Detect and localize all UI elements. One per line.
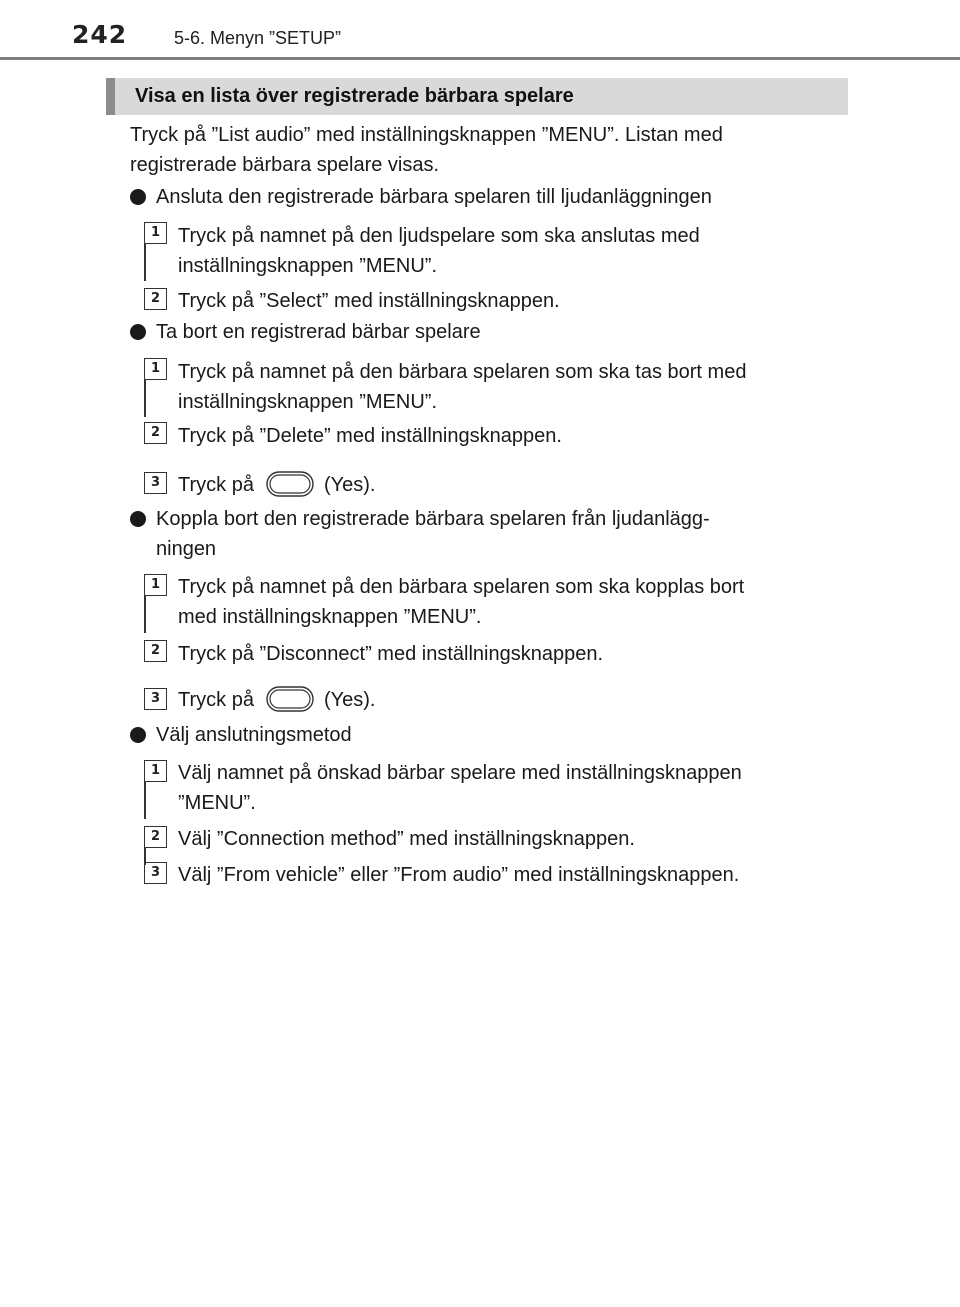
step-number: 1 [144,222,167,244]
intro-line-1: Tryck på ”List audio” med inställningsknappen ”MENU”. Listan med [130,124,723,146]
step-text-line: med inställningsknappen ”MENU”. [178,606,482,628]
step-text-line: ”MENU”. [178,792,256,814]
rounded-button-icon [266,471,314,497]
header-rule [0,57,960,60]
step-number: 2 [144,640,167,662]
step-connector [144,781,146,819]
step-number: 2 [144,826,167,848]
intro-line-2: registrerade bärbara spelare visas. [130,154,440,176]
bullet-title: Ta bort en registrerad bärbar spelare [156,321,481,343]
rounded-button-icon [266,686,314,712]
step-number: 3 [144,862,167,884]
heading-bar [106,78,848,115]
heading-text: Visa en lista över registrerade bärbara spelare [135,85,574,107]
step-text-line: Välj namnet på önskad bärbar spelare med inställningsknappen [178,762,742,784]
step-text-line: Tryck på namnet på den bärbara spelaren som ska kopplas bort [178,576,745,598]
bullet-title-continued: ningen [156,538,217,560]
step-number: 1 [144,574,167,596]
step-text-before: Tryck på [178,474,254,496]
page-header [0,0,960,62]
step-text-line: Tryck på ”Select” med inställningsknappen. [178,290,560,312]
step-number: 3 [144,472,167,494]
step-number: 3 [144,688,167,710]
step-text-line: inställningsknappen ”MENU”. [178,391,438,413]
step-number: 2 [144,288,167,310]
page-number: 242 [72,20,128,49]
step-number: 1 [144,358,167,380]
step-number: 1 [144,760,167,782]
step-connector [144,595,146,633]
step-text-after: (Yes). [323,474,376,496]
step-text-line: Välj ”From vehicle” eller ”From audio” med inställningsknappen. [178,864,740,886]
step-connector [144,379,146,417]
bullet-title: Ansluta den registrerade bärbara spelaren till ljudanläggningen [156,186,712,208]
step-text-after: (Yes). [323,689,376,711]
step-text-line: inställningsknappen ”MENU”. [178,255,438,277]
bullet-title: Koppla bort den registrerade bärbara spelaren från ljudanlägg- [156,508,710,530]
step-text-line [178,470,840,500]
bullet-icon [130,511,146,527]
step-text-line: Tryck på ”Disconnect” med inställningsknappen. [178,643,604,665]
step-text-line: Välj ”Connection method” med inställningsknappen. [178,828,635,850]
step-number: 2 [144,422,167,444]
bullet-icon [130,324,146,340]
bullet-icon [130,727,146,743]
step-connector [144,243,146,281]
step-text-line: Tryck på namnet på den ljudspelare som ska anslutas med [178,225,700,247]
bullet-title: Välj anslutningsmetod [156,724,352,746]
section-title: 5-6. Menyn ”SETUP” [174,28,342,48]
step-text-line: Tryck på namnet på den bärbara spelaren som ska tas bort med [178,361,747,383]
bullet-icon [130,189,146,205]
step-text-line [178,685,840,715]
step-text-line: Tryck på ”Delete” med inställningsknappen. [178,425,562,447]
step-text-before: Tryck på [178,689,254,711]
